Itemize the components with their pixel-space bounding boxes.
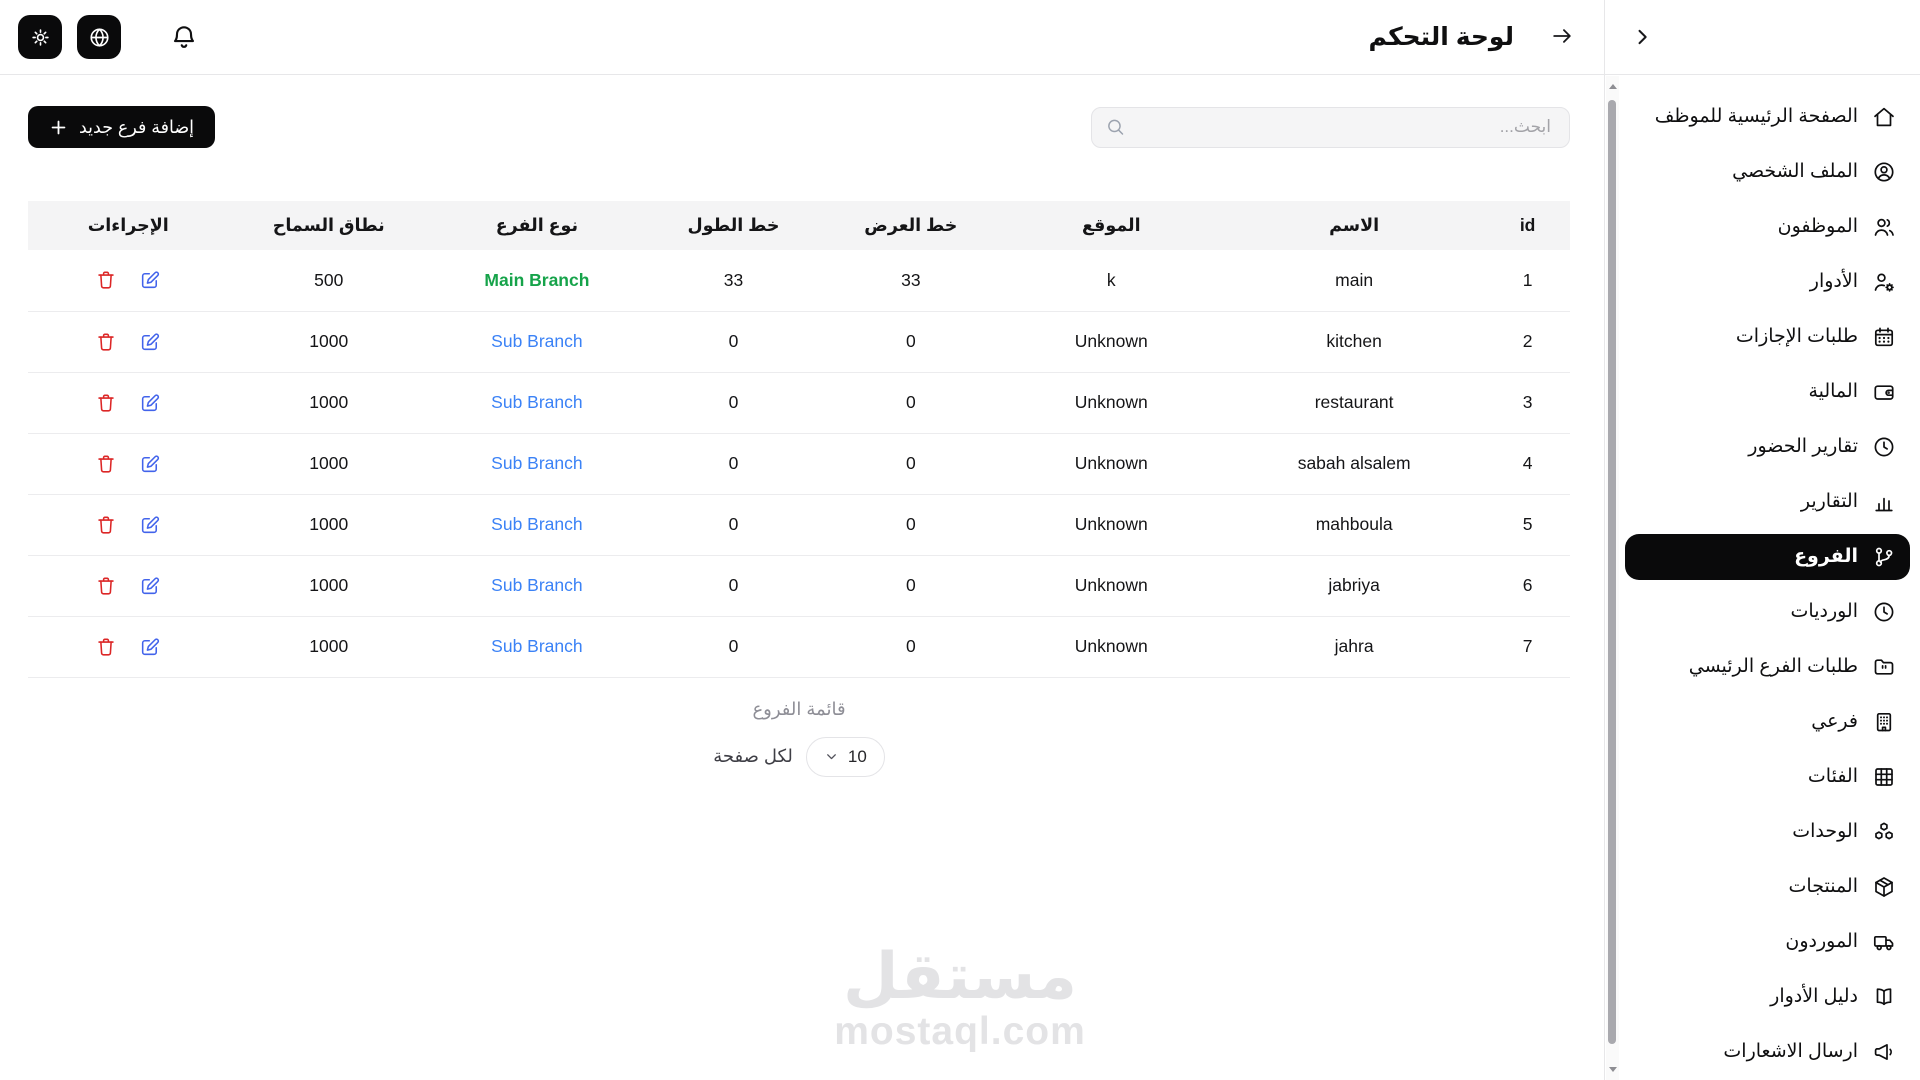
cell-name: mahboula (1223, 494, 1485, 555)
cell-latitude: 0 (822, 494, 999, 555)
col-location: الموقع (1000, 201, 1224, 250)
megaphone-icon (1871, 1039, 1896, 1064)
back-arrow-button[interactable] (1548, 23, 1576, 51)
sidebar-item-label: طلبات الإجازات (1735, 326, 1858, 347)
sidebar-item-label: فرعي (1811, 711, 1858, 732)
cell-latitude: 0 (822, 616, 999, 677)
col-allow-range: نطاق السماح (229, 201, 429, 250)
cell-location: Unknown (1000, 555, 1224, 616)
branch-type-badge: Sub Branch (491, 514, 583, 534)
cell-branch-type (429, 616, 645, 677)
cell-id: 4 (1485, 433, 1570, 494)
sidebar-item-label: الورديات (1790, 601, 1858, 622)
cell-longitude: 0 (645, 311, 822, 372)
branch-type-badge: Sub Branch (491, 331, 583, 351)
cell-name: kitchen (1223, 311, 1485, 372)
cell-longitude: 0 (645, 494, 822, 555)
per-page-control (28, 737, 1570, 777)
delete-button[interactable] (93, 634, 119, 660)
calendar-icon (1871, 324, 1896, 349)
table-header-row (28, 201, 1570, 250)
cell-name: restaurant (1223, 372, 1485, 433)
grid-icon (1871, 764, 1896, 789)
cell-location: Unknown (1000, 433, 1224, 494)
edit-button[interactable] (137, 573, 163, 599)
sidebar-item-label: المنتجات (1788, 876, 1858, 897)
sidebar-item-label: الوحدات (1792, 821, 1858, 842)
cell-location: Unknown (1000, 494, 1224, 555)
cell-actions (28, 372, 229, 433)
sidebar-item[interactable] (1625, 149, 1910, 195)
scroll-up-arrow-icon[interactable] (1609, 84, 1617, 89)
table-row (28, 433, 1570, 494)
add-branch-button-label: إضافة فرع جديد (79, 116, 195, 137)
search-icon (1105, 117, 1126, 138)
watermark-logo: مستقل (842, 940, 1078, 1012)
delete-button[interactable] (93, 267, 119, 293)
sidebar-nav (1605, 75, 1920, 1080)
sidebar-item[interactable] (1625, 479, 1910, 525)
sidebar-item[interactable] (1625, 589, 1910, 635)
table-row (28, 494, 1570, 555)
per-page-label: لكل صفحة (713, 746, 793, 766)
package-icon (1871, 874, 1896, 899)
top-header (0, 0, 1604, 75)
trash-icon (95, 269, 117, 291)
notifications-button[interactable] (166, 17, 202, 57)
cell-actions (28, 250, 229, 311)
user-gear-icon (1871, 269, 1896, 294)
sidebar-item[interactable] (1625, 754, 1910, 800)
settings-button[interactable] (18, 15, 62, 59)
delete-button[interactable] (93, 390, 119, 416)
cell-id: 1 (1485, 250, 1570, 311)
home-icon (1871, 104, 1896, 129)
branches-table-body (28, 250, 1570, 677)
branches-table (28, 201, 1570, 678)
trash-icon (95, 331, 117, 353)
cell-latitude: 33 (822, 250, 999, 311)
cell-actions (28, 311, 229, 372)
sidebar-item-label: المالية (1808, 381, 1858, 402)
delete-button[interactable] (93, 573, 119, 599)
toolbar (28, 106, 1570, 148)
per-page-value: 10 (847, 746, 867, 766)
cell-name: main (1223, 250, 1485, 311)
edit-button[interactable] (137, 329, 163, 355)
edit-icon (139, 331, 161, 353)
trash-icon (95, 392, 117, 414)
sidebar (1604, 0, 1920, 1080)
col-latitude: خط العرض (822, 201, 999, 250)
cell-allow-range: 1000 (229, 494, 429, 555)
sidebar-item[interactable] (1625, 94, 1910, 140)
cell-name: jahra (1223, 616, 1485, 677)
cell-branch-type (429, 494, 645, 555)
add-branch-button[interactable] (28, 106, 215, 148)
cell-allow-range: 1000 (229, 555, 429, 616)
delete-button[interactable] (93, 329, 119, 355)
sidebar-item-label: ارسال الاشعارات (1723, 1041, 1858, 1062)
cell-allow-range: 1000 (229, 372, 429, 433)
cell-allow-range: 1000 (229, 433, 429, 494)
sidebar-collapse-button[interactable] (1629, 25, 1655, 51)
folder-icon (1871, 654, 1896, 679)
branch-type-badge: Main Branch (484, 269, 590, 290)
cell-location: k (1000, 250, 1224, 311)
sidebar-item[interactable] (1625, 204, 1910, 250)
sidebar-item[interactable] (1625, 369, 1910, 415)
table-row (28, 311, 1570, 372)
table-row (28, 555, 1570, 616)
cell-allow-range: 1000 (229, 616, 429, 677)
sidebar-header (1605, 0, 1920, 75)
search-box (1091, 107, 1570, 148)
edit-button[interactable] (137, 390, 163, 416)
cell-allow-range: 1000 (229, 311, 429, 372)
scrollbar-thumb[interactable] (1608, 100, 1616, 1044)
cell-name: jabriya (1223, 555, 1485, 616)
bar-chart-icon (1871, 489, 1896, 514)
trash-icon (95, 575, 117, 597)
edit-icon (139, 575, 161, 597)
sidebar-item[interactable] (1625, 534, 1910, 580)
col-actions: الإجراءات (28, 201, 229, 250)
edit-icon (139, 453, 161, 475)
bell-icon (169, 22, 199, 52)
delete-button[interactable] (93, 451, 119, 477)
cell-name: sabah alsalem (1223, 433, 1485, 494)
plus-icon (49, 118, 68, 137)
sidebar-item[interactable] (1625, 919, 1910, 965)
col-id: id (1485, 201, 1570, 250)
sidebar-item[interactable] (1625, 699, 1910, 745)
clock-icon (1871, 599, 1896, 624)
sidebar-item[interactable] (1625, 1029, 1910, 1075)
edit-button[interactable] (137, 634, 163, 660)
cell-branch-type (429, 555, 645, 616)
cell-id: 2 (1485, 311, 1570, 372)
chevron-down-icon (824, 749, 839, 764)
cell-actions (28, 555, 229, 616)
cell-longitude: 0 (645, 616, 822, 677)
sidebar-item[interactable] (1625, 259, 1910, 305)
cell-longitude: 0 (645, 555, 822, 616)
wallet-icon (1871, 379, 1896, 404)
branch-type-badge: Sub Branch (491, 453, 583, 473)
scroll-down-arrow-icon[interactable] (1609, 1067, 1617, 1072)
branch-type-badge: Sub Branch (491, 575, 583, 595)
sidebar-item[interactable] (1625, 424, 1910, 470)
per-page-select[interactable] (806, 737, 885, 777)
cell-actions (28, 616, 229, 677)
edit-button[interactable] (137, 451, 163, 477)
cell-latitude: 0 (822, 372, 999, 433)
sidebar-item[interactable] (1625, 314, 1910, 360)
table-row (28, 250, 1570, 311)
trash-icon (95, 453, 117, 475)
cell-id: 5 (1485, 494, 1570, 555)
cell-branch-type (429, 250, 645, 311)
sidebar-scrollbar[interactable] (1606, 76, 1619, 1080)
cell-longitude: 33 (645, 250, 822, 311)
sidebar-item-label: الصفحة الرئيسية للموظف (1654, 106, 1858, 127)
sidebar-item[interactable] (1625, 644, 1910, 690)
boxes-icon (1871, 819, 1896, 844)
table-row (28, 372, 1570, 433)
watermark-domain: mostaql.com (834, 1010, 1086, 1053)
edit-button[interactable] (137, 267, 163, 293)
language-button[interactable] (77, 15, 121, 59)
sidebar-item[interactable] (1625, 809, 1910, 855)
cell-latitude: 0 (822, 555, 999, 616)
edit-icon (139, 514, 161, 536)
cell-id: 3 (1485, 372, 1570, 433)
trash-icon (95, 636, 117, 658)
cell-id: 7 (1485, 616, 1570, 677)
header-icons (18, 15, 202, 59)
cell-allow-range: 500 (229, 250, 429, 311)
cell-longitude: 0 (645, 433, 822, 494)
edit-icon (139, 636, 161, 658)
cell-longitude: 0 (645, 372, 822, 433)
sidebar-item-label: الموردون (1785, 931, 1858, 952)
table-row (28, 616, 1570, 677)
trash-icon (95, 514, 117, 536)
user-circle-icon (1871, 159, 1896, 184)
globe-icon (88, 26, 111, 49)
edit-icon (139, 269, 161, 291)
cell-branch-type (429, 372, 645, 433)
truck-icon (1871, 929, 1896, 954)
col-branch-type: نوع الفرع (429, 201, 645, 250)
sidebar-item[interactable] (1625, 974, 1910, 1020)
cell-actions (28, 494, 229, 555)
cell-location: Unknown (1000, 372, 1224, 433)
sidebar-item-label: طلبات الفرع الرئيسي (1688, 656, 1858, 677)
col-name: الاسم (1223, 201, 1485, 250)
cell-branch-type (429, 311, 645, 372)
table-caption: قائمة الفروع (752, 698, 846, 719)
book-icon (1871, 984, 1896, 1009)
title-group (1368, 22, 1576, 52)
sidebar-item-label: تقارير الحضور (1748, 436, 1858, 457)
users-icon (1871, 214, 1896, 239)
building-icon (1871, 709, 1896, 734)
cell-branch-type (429, 433, 645, 494)
col-longitude: خط الطول (645, 201, 822, 250)
cell-id: 6 (1485, 555, 1570, 616)
cell-location: Unknown (1000, 616, 1224, 677)
sidebar-item[interactable] (1625, 864, 1910, 910)
cell-actions (28, 433, 229, 494)
page-title: لوحة التحكم (1368, 23, 1514, 51)
cell-location: Unknown (1000, 311, 1224, 372)
search-input[interactable] (1091, 107, 1570, 148)
sidebar-item-label: دليل الأدوار (1770, 986, 1858, 1007)
edit-button[interactable] (137, 512, 163, 538)
sidebar-item-label: الموظفون (1777, 216, 1858, 237)
delete-button[interactable] (93, 512, 119, 538)
edit-icon (139, 392, 161, 414)
git-branch-icon (1871, 544, 1896, 569)
clock-icon (1871, 434, 1896, 459)
sidebar-item-label: الفئات (1807, 766, 1858, 787)
cell-latitude: 0 (822, 311, 999, 372)
branch-type-badge: Sub Branch (491, 636, 583, 656)
sidebar-item-label: الملف الشخصي (1732, 161, 1858, 182)
sidebar-item-label: الفروع (1794, 546, 1858, 567)
branch-type-badge: Sub Branch (491, 392, 583, 412)
sidebar-item-label: الأدوار (1809, 271, 1858, 292)
cell-latitude: 0 (822, 433, 999, 494)
content (0, 75, 1604, 1080)
sidebar-item-label: التقارير (1800, 491, 1858, 512)
gear-icon (29, 26, 52, 49)
